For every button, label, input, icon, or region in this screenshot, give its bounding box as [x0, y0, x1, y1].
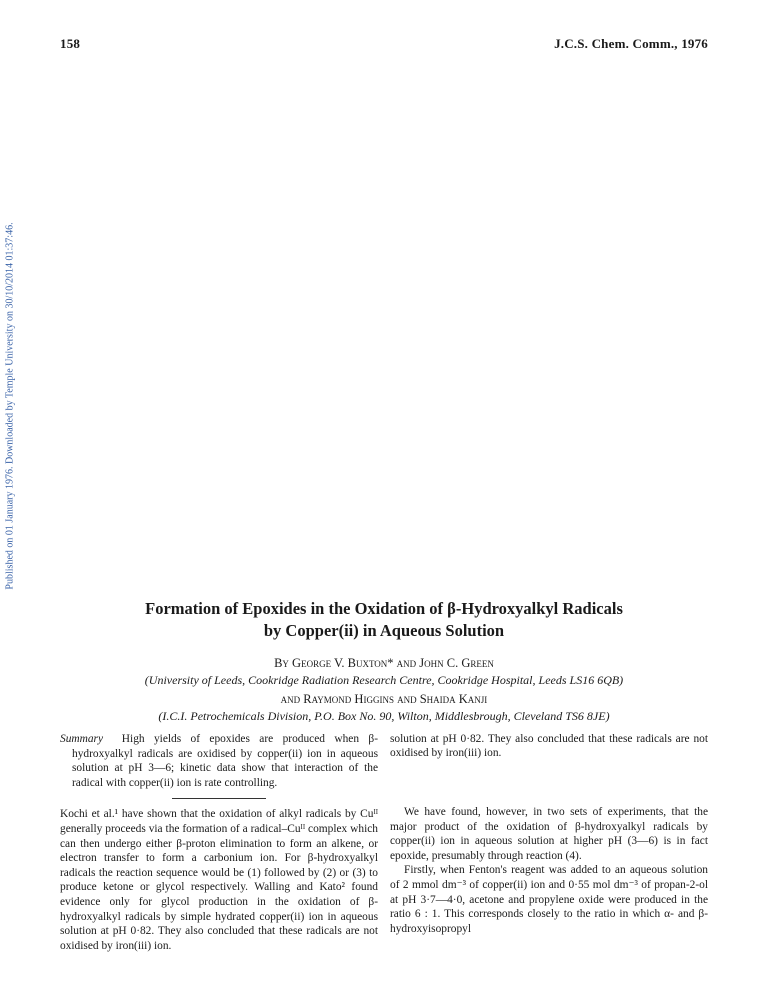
- download-notice[interactable]: [2, 212, 18, 600]
- affiliation-1: (University of Leeds, Cookridge Radiation Research Centre, Cookridge Hospital, Leeds LS16 6QB): [144, 673, 624, 687]
- author-byline-1: By George V. Buxton* and John C. Green: [274, 656, 494, 670]
- journal-citation: J.C.S. Chem. Comm., 1976: [554, 36, 708, 51]
- left-column: [60, 732, 378, 996]
- body-paragraph-2: We have found, however, in two sets of experiments, that the major product of the oxidation of β-hydroxyalkyl radicals by copper(ii) ion in aqueous solution at higher pH (3—6) is in fact epoxide, presumably through reaction (4).: [390, 806, 708, 862]
- body-paragraph-1-flow: solution at pH 0·82. They also concluded that these radicals are not oxidised by iron(iii) ion.: [390, 732, 708, 760]
- title-line-1: Formation of Epoxides in the Oxidation of β-Hydroxyalkyl Radicals: [145, 599, 623, 618]
- section-divider: [172, 798, 266, 799]
- summary-text: High yields of epoxides are produced when β-hydroxyalkyl radicals are oxidised by copper(ii) ion in aqueous solution at pH 3—6; kinetic data show that interaction of the radical with copper(ii) ion is rate controlling.: [72, 733, 378, 789]
- body-paragraph-3: Firstly, when Fenton's reagent was added to an aqueous solution of 2 mmol dm⁻³ of copper(ii) ion and 0·55 mol dm⁻³ of propan-2-ol at pH 3·7—4·0, acetone and propylene oxide were produced in the ratio 6 : 1. This corresponds closely to the ratio in which α- and β-hydroxyisopropyl: [390, 864, 708, 935]
- article-title: [60, 598, 708, 642]
- page-number: 158: [60, 36, 81, 51]
- download-notice-text: Published on 01 January 1976. Downloaded by Temple University on 30/10/2014 01:37:46.: [4, 222, 16, 590]
- affiliation-2: (I.C.I. Petrochemicals Division, P.O. Box No. 90, Wilton, Middlesbrough, Cleveland TS6 8JE): [158, 709, 610, 723]
- body-paragraph-1-continued: [390, 732, 708, 805]
- right-column: [390, 732, 708, 936]
- title-line-2: by Copper(ii) in Aqueous Solution: [263, 621, 505, 640]
- summary-paragraph: [60, 732, 378, 790]
- body-paragraph-1: Kochi et al.¹ have shown that the oxidation of alkyl radicals by Cuᴵᴵ generally proceeds via the formation of a radical–Cuᴵᴵ complex which can then undergo either β-proton elimination to form an alkene, or electron transfer to form a carbonium ion. For β-hydroxyalkyl radicals the reaction sequence would be (1) followed by (2) or (3) to produce ketone or glycol respectively. Walling and Kato² found evidence only for glycol production in the oxidation of β-hydroxyalkyl radicals by simple hydrated copper(ii) ion in aqueous solution at pH 0·82. They also concluded that these radicals are not oxidised by iron(iii) ion.: [60, 808, 378, 952]
- author-byline-2: and Raymond Higgins and Shaida Kanji: [280, 692, 488, 706]
- summary-label: Summary: [60, 733, 104, 745]
